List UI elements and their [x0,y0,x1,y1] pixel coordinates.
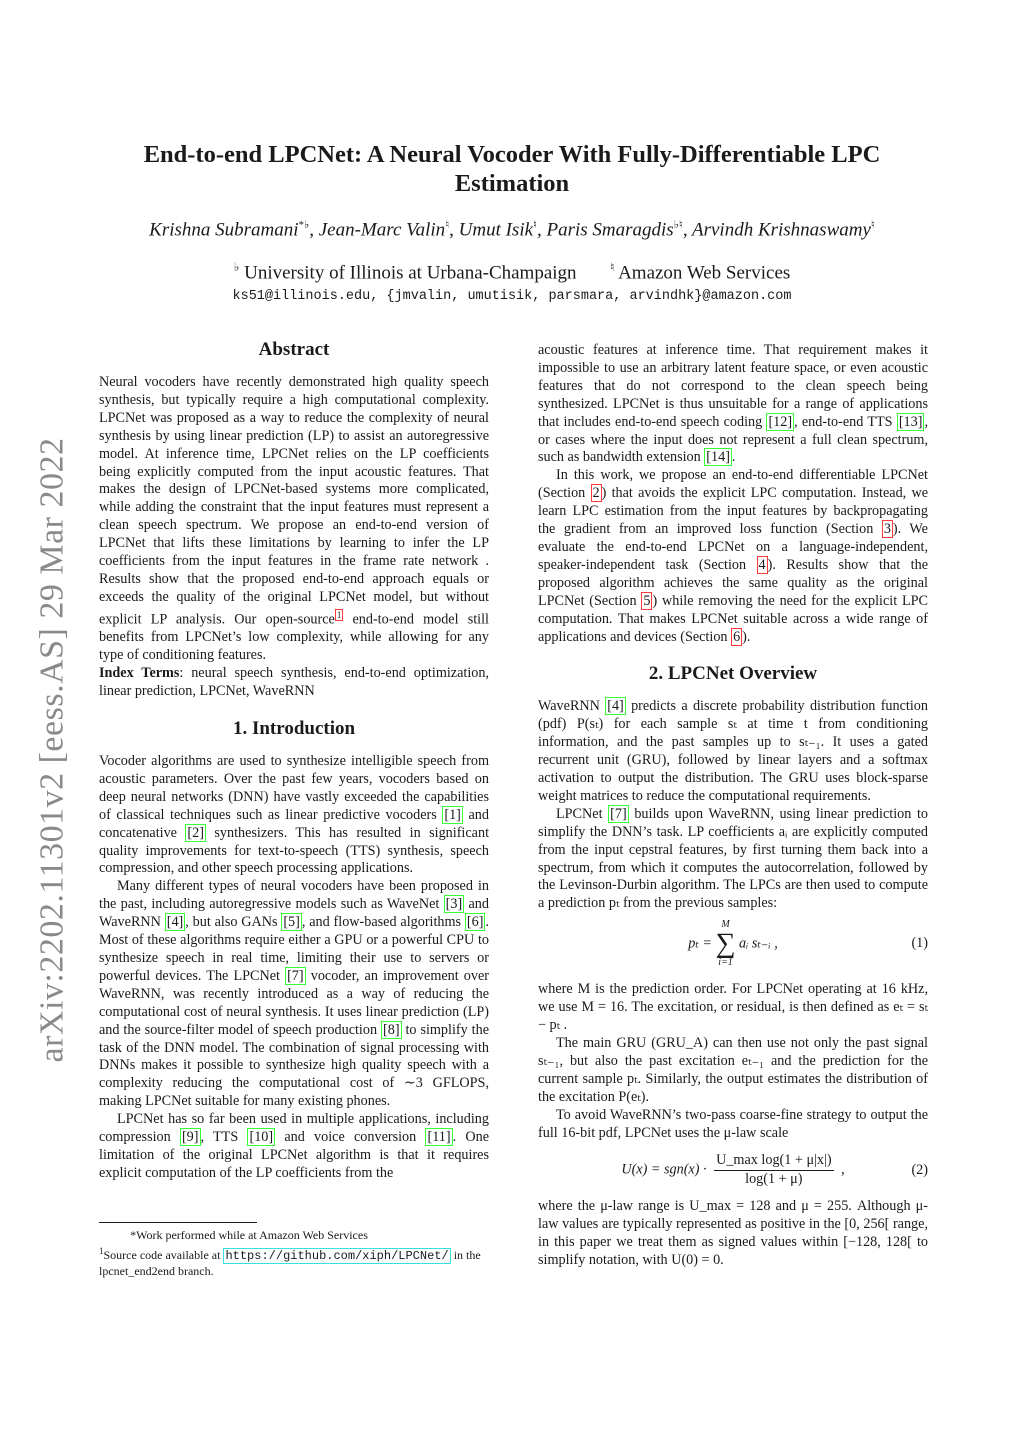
numerator: U_max log(1 + μ|x|) [714,1152,833,1171]
eq2-lhs: U(x) = sgn(x) · [621,1162,707,1179]
sum-upper: M [721,919,730,931]
fraction [714,1152,833,1189]
citation-link[interactable]: [2] [187,824,204,841]
eq1-term: aᵢ sₜ₋ᵢ , [739,935,778,952]
left-column [99,338,489,1183]
intro-paragraph-3-cont: acoustic features at inference time. That requirement makes it impossible to use an arbitrary latent feature space, or even acoustic features that do not correspond to the clean speech being synthesized. LPCNet is thus unsuitable for a range of applications that includes end-to-end speech coding [12] , end-to-end TTS [13] , or cases where the input does not represent a full clean spectrum, such as bandwidth extension [14] . [538,342,928,466]
citation-link[interactable]: [9] [181,1129,199,1146]
affil-mark: ♮ [870,219,875,231]
section-link[interactable]: 5 [643,592,651,609]
arxiv-sidebar [22,430,82,1070]
paper-title: End-to-end LPCNet: A Neural Vocoder With Fully-Differentiable LPC Estimation [143,141,881,197]
citation-link[interactable]: [7] [287,967,304,984]
index-terms: Index Terms: neural speech synthesis, end-to-end optimization, linear prediction, LPCNet, WaveRNN [99,665,490,700]
citation-link[interactable]: [6] [466,914,484,931]
citation-link[interactable]: [11] [427,1129,451,1146]
citation-link[interactable]: [3] [445,896,463,913]
author: Paris Smaragdis [546,219,674,241]
section-1-heading: 1. Introduction [232,718,356,740]
footnote-link[interactable]: 1 [336,609,342,620]
author: Umut Isik [458,219,534,241]
author: Jean-Marc Valin [318,219,446,241]
equation-number: (1) [911,935,928,952]
right-column [538,342,928,1270]
section-link[interactable]: 3 [883,521,891,538]
author-list: Krishna Subramani*♭, Jean-Marc Valin♮, Umut Isik♮, Paris Smaragdis♭♮, Arvindh Krishnaswamy♮ [149,219,875,241]
citation-link[interactable]: [5] [283,914,300,931]
overview-paragraph-5: To avoid WaveRNN’s two-pass coarse-fine strategy to output the full 16-bit pdf, LPCNet uses the μ-law scale [538,1106,928,1141]
affil-mark: *♭ [298,219,310,231]
source-code-link[interactable]: https://github.com/xiph/LPCNet/ [225,1249,449,1263]
footnote-rule [99,1222,257,1223]
author: Krishna Subramani [149,219,299,241]
affiliations [100,260,924,284]
affil-mark: ♮ [445,219,450,231]
citation-link[interactable]: [14] [706,449,730,466]
equation-number: (2) [911,1162,928,1179]
overview-paragraph-4: The main GRU (GRU_A) can then use not only the past signal sₜ₋₁, but also the past excitation eₜ₋₁ and the prediction for the current sample pₜ. Similarly, the output estimates the distribution of the excitation P(eₜ). [538,1035,928,1105]
author: Arvindh Krishnaswamy [691,219,871,241]
intro-paragraph-2: Many different types of neural vocoders have been proposed in the past, including autoregressive models such as WaveNet [3] and WaveRNN [4] , but also GANs [5] , and flow-based algorithms [6] . Most of these algorithms require either a GPU or a powerful CPU to synthesize speech in real time, limiting their use to servers or powerful devices. The LPCNet [7] vocoder, an improvement over WaveRNN, was recently introduced as a way of reducing the computational cost of neural synthesis. It uses linear prediction (LP) and the source-filter model of speech production [8] to simplify the task of the DNN model. The combination of signal processing with DNNs makes it possible to synthesize high quality speech with a complexity reducing the computational cost of ∼3 GFLOPS, making LPCNet suitable for many existing phones. [99,878,490,1110]
section-link[interactable]: 6 [733,628,741,645]
affil-symbol: ♮ [610,260,615,274]
overview-paragraph-2: LPCNet [7] builds upon WaveRNN, using linear prediction to simplify the DNN’s task. LP coefficients aᵢ are explicitly computed from the input cepstral features, by first turning them back into a spectrum, from which it computes the autocorrelation, followed by the Levinson-Durbin algorithm. The LPCs are then used to compute a prediction pₜ from the previous samples: [538,805,929,912]
overview-paragraph-1: WaveRNN [4] predicts a discrete probability distribution function (pdf) P(sₜ) for each sample sₜ at time t from conditioning information, and the past samples up to sₜ₋₁. It uses a gated recurrent unit (GRU), followed by linear layers and a softmax activation to output the distribution. The GRU uses block-sparse weight matrices to reduce the computational requirements. [538,698,928,804]
eq1-lhs: pₜ = [688,935,712,952]
intro-paragraph-1: Vocoder algorithms are used to synthesize intelligible speech from acoustic parameters. Over the past few years, vocoders based on deep neural networks (DNN) have vastly exceeded the capabilities of classical techniques such as linear predictive vocoders [1] and concatenative [2] synthesizers. This has resulted in significant quality improvements for text-to-speech (TTS) synthesis, speech compression, and other speech processing applications. [99,753,490,877]
intro-paragraph-4: In this work, we propose an end-to-end differentiable LPCNet (Section 2 ) that avoids the explicit LPC computation. Instead, we learn LPC estimation from the input features by backpropagating the gradient from an improved loss function (Section 3 ). We evaluate the end-to-end LPCNet on a language-independent, speaker-independent task (Section 4 ). Results show that the proposed algorithm achieves the same quality as the original LPCNet (Section 5 ) while removing the need for the explicit LPC computation. That makes LPCNet suitable across a wide range of applications and devices (Section 6 ). [538,467,928,645]
affiliation-uiuc: University of Illinois at Urbana-Champaign [244,262,577,284]
footnote-1: *Work performed while at Amazon Web Services [130,1228,368,1242]
summation [716,919,736,969]
sigma-symbol: ∑ [715,928,736,960]
abstract-heading: Abstract [258,339,330,360]
sum-lower: i=1 [718,957,733,969]
section-2-heading: 2. LPCNet Overview [648,663,818,685]
footnote-mark: 1 [99,1246,104,1256]
affil-mark: ♮ [533,219,537,231]
affiliation-aws: Amazon Web Services [618,262,791,284]
arxiv-id: arXiv:2202.11301v2 [eess.AS] 29 Mar 2022 [33,437,70,1063]
footnote-2: $^1$Source code available at https://github.com/xiph/LPCNet/ in the lpcnet_end2end branch. [99,1246,481,1278]
citation-link[interactable]: [7] [610,805,627,822]
overview-paragraph-6: where the μ-law range is U_max = 128 and μ = 255. Although μ-law values are typically represented as positive in the [0, 256[ range, in this paper we treat them as signed values within [−128, 128[ to simplify notation, with U(0) = 0. [538,1198,928,1269]
overview-paragraph-3: where M is the prediction order. For LPCNet operating at 16 kHz, we use M = 16. The excitation, or residual, is then defined as eₜ = sₜ − pₜ . [538,981,928,1034]
denominator: log(1 + μ) [745,1171,803,1188]
abstract-text: Neural vocoders have recently demonstrated high quality speech synthesis, but typically require a high computational complexity. LPCNet was proposed as a way to reduce the complexity of neural synthesis by using linear prediction (LP) to assist an autoregressive model. At inference time, LPCNet relies on the LP coefficients being explicitly computed from the input acoustic features. That makes the design of LPCNet-based systems more complicated, while adding the constraint that the input features must represent a clean speech spectrum. We propose an end-to-end version of LPCNet that lifts these limitations by learning to infer the LP coefficients from the input features in the frame rate network . Results show that the proposed end-to-end approach equals or exceeds the quality of the original LPCNet model, but without explicit LP analysis. Our open-source $^1$ end-to-end model still benefits from LPCNet’s low complexity, while allowing for any type of conditioning features. [99,374,489,664]
citation-link[interactable]: [10] [249,1129,274,1146]
citation-link[interactable]: [13] [898,413,923,430]
equation-2: U(x) = sgn(x) · $\frac{\text{U\_max log(1 + μ|x|)}}{\log(1 + \mu)}$ , (2) [621,1152,928,1188]
citation-link[interactable]: [4] [607,698,624,715]
equation-1 [538,919,928,977]
author-emails: ks51@illinois.edu, {jmvalin, umutisik, parsmara, arvindhk}@amazon.com [232,289,792,304]
section-link[interactable]: 4 [758,556,766,573]
citation-link[interactable]: [12] [768,413,793,430]
citation-link[interactable]: [4] [166,914,184,931]
intro-paragraph-3: LPCNet has so far been used in multiple applications, including compression [9] , TTS [10] and voice conversion [11] . One limitation of the original LPCNet algorithm is that it requires explicit computation of the LP coefficients from the [99,1111,490,1181]
affil-symbol: ♭ [233,260,240,274]
citation-link[interactable]: [1] [444,806,461,823]
affil-mark: ♭♮ [673,219,683,231]
citation-link[interactable]: [8] [383,1021,400,1038]
section-link[interactable]: 2 [592,485,600,502]
